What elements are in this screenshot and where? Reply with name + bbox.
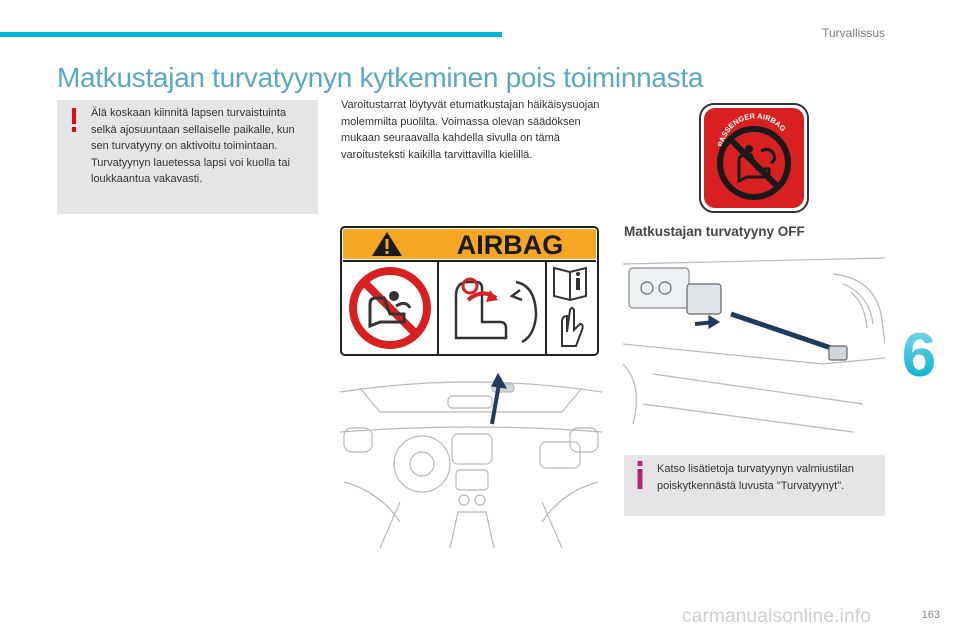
page-number: 163 — [921, 609, 940, 621]
warning-text: Älä koskaan kiinnitä lapsen turvaistuinta selkä ajosuuntaan sellaiselle paikalle, kun sen turvatyyny on aktivoitu toimintaan. Turvatyynyn lauetessa lapsi voi kuolla tai loukkaantua vakavasti. — [91, 107, 295, 185]
body-paragraph: Varoitustarrat löytyvät etumatkustajan häikäisysuojan molemmilta puolilta. Voimassa olevan säädöksen mukaan seuraavalla kahdella sivulla on tämä varoitusteksti kaikilla tarvittavilla kielillä. — [341, 99, 600, 161]
header-accent-bar — [0, 32, 502, 37]
info-text: Katso lisätietoja turvatyynyn valmiustilan poiskytkennästä luvusta "Turvatyynyt". — [657, 463, 854, 492]
section-name: Turvallissus — [822, 26, 885, 40]
glovebox-key-switch-illustration — [623, 254, 885, 434]
passenger-airbag-badge — [699, 103, 809, 213]
dashboard-illustration — [340, 372, 602, 548]
chapter-number-text: 6 — [901, 321, 937, 388]
airbag-warning-label — [340, 226, 599, 356]
airbag-label-title: AIRBAG — [456, 230, 564, 260]
info-icon — [635, 461, 645, 489]
badge-text: PASSENGER AIRBAG — [716, 111, 788, 148]
exclamation-icon — [69, 108, 79, 132]
info-box — [624, 455, 885, 516]
watermark: carmanualsonline.info — [682, 606, 872, 627]
warning-box — [57, 100, 318, 214]
passenger-airbag-off-heading: Matkustajan turvatyyny OFF — [624, 224, 805, 239]
page-title: Matkustajan turvatyynyn kytkeminen pois toiminnasta — [57, 62, 704, 93]
chapter-number — [896, 318, 942, 388]
